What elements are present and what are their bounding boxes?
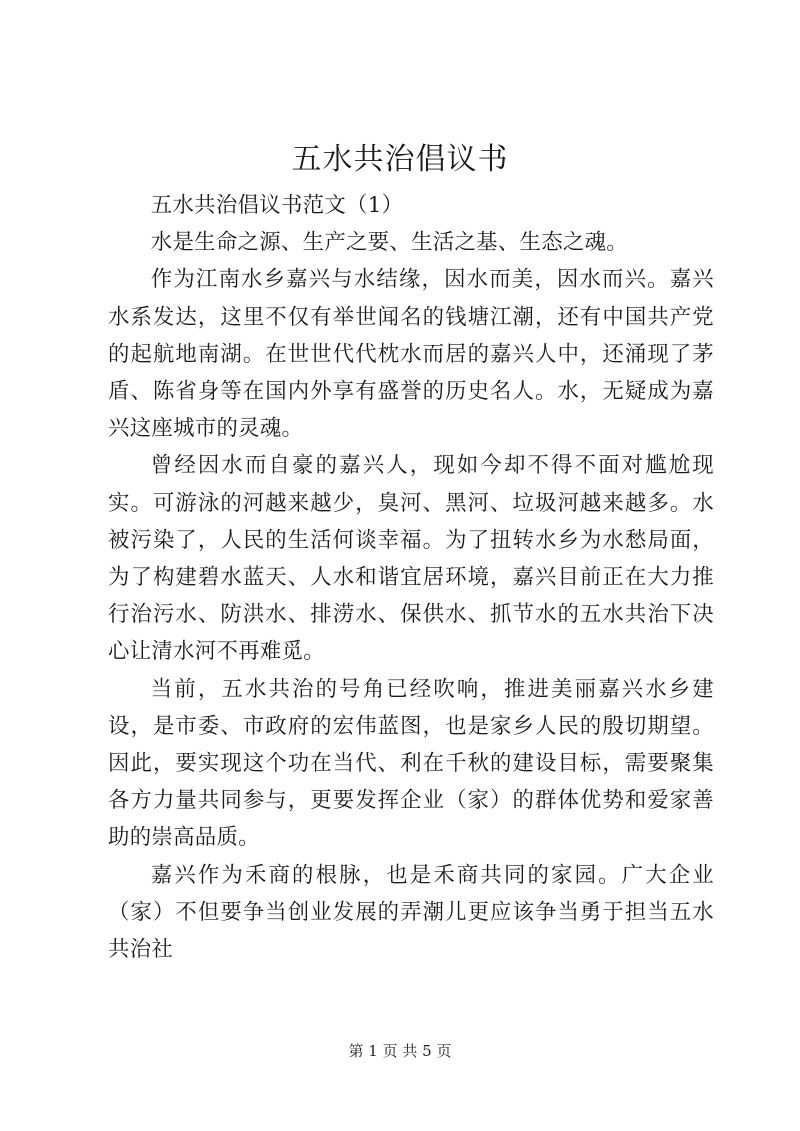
paragraph: 作为江南水乡嘉兴与水结缘，因水而美，因水而兴。嘉兴水系发达，这里不仅有举世闻名的钱塘江潮，还有中国共产党的起航地南湖。在世世代代枕水而居的嘉兴人中，还涌现了茅盾、陈省身等在国内外享有盛誉的历史名人。水，无疑成为嘉兴这座城市的灵魂。 bbox=[108, 267, 714, 442]
paragraph: 曾经因水而自豪的嘉兴人，现如今却不得不面对尴尬现实。可游泳的河越来越少，臭河、黑河、垃圾河越来越多。水被污染了，人民的生活何谈幸福。为了扭转水乡为水愁局面，为了构建碧水蓝天、人水和谐宜居环境，嘉兴目前正在大力推行治污水、防洪水、排涝水、保供水、抓节水的五水共治下决心让清水河不再难觅。 bbox=[108, 453, 714, 665]
document-title: 五水共治倡议书 bbox=[291, 142, 509, 177]
paragraph: 当前，五水共治的号角已经吹响，推进美丽嘉兴水乡建设，是市委、市政府的宏伟蓝图，也是家乡人民的殷切期望。因此，要实现这个功在当代、利在千秋的建设目标，需要聚集各方力量共同参与，更要发挥企业（家）的群体优势和爱家善助的崇高品质。 bbox=[108, 676, 714, 851]
paragraph: 嘉兴作为禾商的根脉，也是禾商共同的家园。广大企业（家）不但要争当创业发展的弄潮儿更应该争当勇于担当五水共治社 bbox=[108, 862, 714, 963]
paragraph: 水是生命之源、生产之要、生活之基、生态之魂。 bbox=[150, 230, 628, 256]
paragraph-subtitle: 五水共治倡议书范文（1） bbox=[150, 193, 404, 218]
document-body bbox=[108, 187, 714, 968]
page-number-footer: 第 1 页 共 5 页 bbox=[348, 1042, 452, 1060]
